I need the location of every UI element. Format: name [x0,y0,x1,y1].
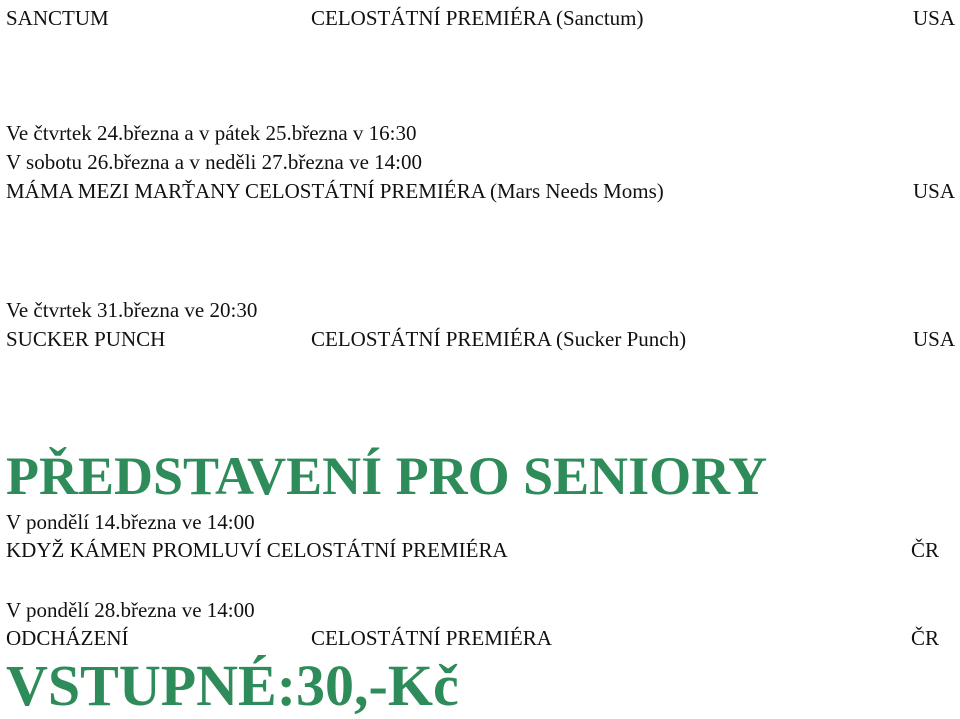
country-label: ČR [911,626,940,650]
country-label: USA [913,179,956,203]
screening-date: V pondělí 14.března ve 14:00 [6,510,255,534]
film-row-odchazeni [6,625,940,651]
film-row-sanctum [6,5,956,31]
premiere-label: CELOSTÁTNÍ PREMIÉRA (Sanctum) [311,6,644,30]
film-line: KDYŽ KÁMEN PROMLUVÍ CELOSTÁTNÍ PREMIÉRA [6,538,508,562]
film-title: SUCKER PUNCH [6,327,166,351]
premiere-label: CELOSTÁTNÍ PREMIÉRA (Sucker Punch) [311,327,687,351]
country-label: USA [913,327,956,351]
seniors-heading: PŘEDSTAVENÍ PRO SENIORY [6,446,768,506]
screening-date: V pondělí 28.března ve 14:00 [6,598,255,622]
admission-price: VSTUPNÉ:30,-Kč [6,653,459,718]
screening-date: Ve čtvrtek 24.března a v pátek 25.března v 16:30 [6,121,417,145]
screening-date: Ve čtvrtek 31.března ve 20:30 [6,298,258,322]
film-line: MÁMA MEZI MARŤANY CELOSTÁTNÍ PREMIÉRA (Mars Needs Moms) [6,179,664,203]
film-row-sucker-punch [6,326,956,352]
film-row-mars-needs-moms [6,178,956,204]
screening-date: V sobotu 26.března a v neděli 27.března ve 14:00 [6,150,422,174]
film-title: ODCHÁZENÍ [6,626,129,650]
film-row-kdyz-kamen-promluvi [6,537,940,563]
premiere-label: CELOSTÁTNÍ PREMIÉRA [311,626,552,650]
country-label: USA [913,6,956,30]
country-label: ČR [911,538,940,562]
film-title: SANCTUM [6,6,109,30]
